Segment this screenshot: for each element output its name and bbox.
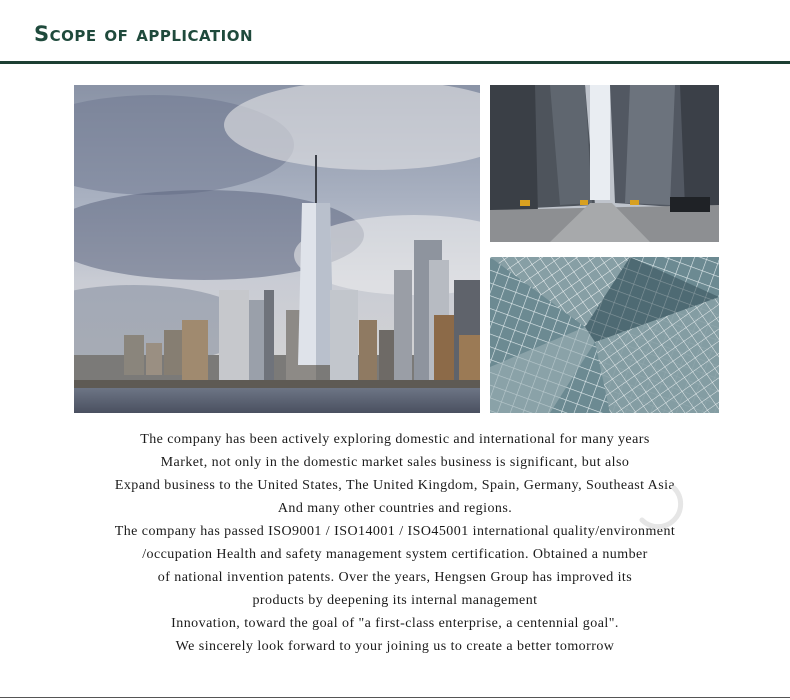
description-line: of national invention patents. Over the years, Hengsen Group has improved its <box>157 570 633 585</box>
description-line: Expand business to the United States, The United Kingdom, Spain, Germany, Southeast Asia <box>114 478 676 493</box>
page-title: Scope of application <box>34 22 254 46</box>
description-line: And many other countries and regions. <box>277 501 513 516</box>
description-text <box>20 428 770 658</box>
city-street-photo <box>490 85 719 242</box>
description-line: The company has passed ISO9001 / ISO14001 / ISO45001 international quality/environment <box>114 524 676 539</box>
description-line: Innovation, toward the goal of "a first-class enterprise, a centennial goal". <box>171 616 619 631</box>
description-line: Market, not only in the domestic market sales business is significant, but also <box>160 455 630 470</box>
description-line: products by deepening its internal management <box>252 593 538 608</box>
page-header <box>0 0 790 64</box>
description-line: /occupation Health and safety management system certification. Obtained a number <box>142 547 648 562</box>
glass-building-image <box>490 257 719 413</box>
description-line: The company has been actively exploring domestic and international for many years <box>140 432 650 447</box>
city-street-image <box>490 85 719 242</box>
description-line: We sincerely look forward to your joining us to create a better tomorrow <box>175 639 615 654</box>
title-divider <box>0 61 790 64</box>
bottom-divider <box>0 697 790 698</box>
glass-building-photo <box>490 257 719 413</box>
loading-spinner-icon <box>634 480 690 536</box>
city-skyline-image <box>74 85 480 413</box>
city-skyline-photo <box>74 85 480 413</box>
